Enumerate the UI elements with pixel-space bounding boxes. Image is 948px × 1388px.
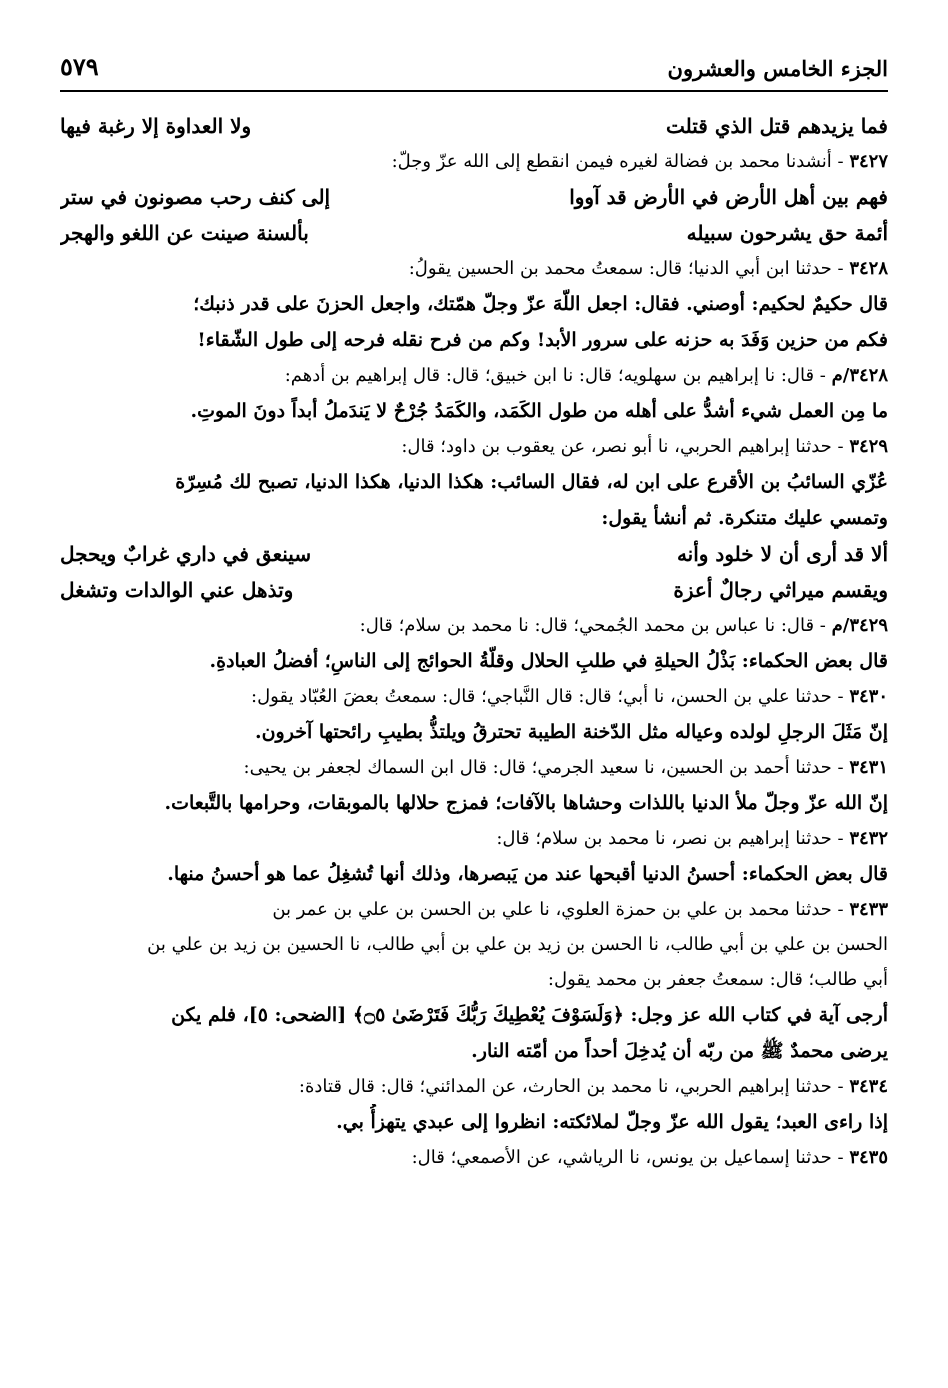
- report-text-line: فكم من حزين وَفَدَ به حزنه على سرور الأبد! وكم من فرح نقله فرحه إلى طول الشّقاء!: [197, 329, 888, 351]
- narration-chain: [60, 358, 888, 393]
- report-number: ٣٤٢٨: [849, 258, 888, 279]
- report-text-line: قال بعض الحكماء: بَذْلُ الحيلةِ في طلبِ الحلال وقلّةُ الحوائج إلى الناسِ؛ أفضلُ العبادةِ.: [209, 650, 888, 672]
- verse-line: [60, 536, 888, 572]
- report-text-line: إنّ الله عزّ وجلّ ملأ الدنيا باللذات وحشاها بالآفات؛ فمزج حلالها بالموبقات، وحرامها بالتَّبعات.: [164, 792, 888, 814]
- page-number: ٥٧٩: [60, 52, 99, 81]
- chain-text: - حدثنا محمد بن علي بن حمزة العلوي، نا علي بن الحسن بن علي بن عمر بن: [272, 899, 850, 920]
- chain-text: - حدثنا إسماعيل بن يونس، نا الرياشي، عن الأصمعي؛ قال:: [411, 1147, 850, 1168]
- narration-chain: [60, 608, 888, 643]
- report-number: ٣٤٣٢: [849, 828, 888, 849]
- narration-chain: [60, 429, 888, 464]
- narration-chain: [60, 144, 888, 179]
- narration-chain: [60, 679, 888, 714]
- chain-text: - حدثنا علي بن الحسن، نا أبي؛ قال: قال النَّباجي؛ قال: سمعتُ بعضَ العُبّاد يقول:: [251, 686, 850, 707]
- verse-line: [60, 572, 888, 608]
- report-number: ٣٤٣٥: [849, 1147, 888, 1168]
- verse-first-hemistich: فهم بين أهل الأرض في الأرض قد آووا: [569, 185, 888, 209]
- report-text-line: قال حكيمٌ لحكيم: أوصني. فقال: اجعل اللّهَ عزّ وجلّ همّتك، واجعل الحزنَ على قدر ذنبك؛: [193, 293, 888, 315]
- page-header: [60, 50, 888, 92]
- narration-chain: [60, 1140, 888, 1175]
- report-text-line: وتمسي عليك متنكرة. ثم أنشأ يقول:: [601, 507, 888, 529]
- report-number: ٣٤٢٩/م: [831, 615, 888, 636]
- report-text-line: قال بعض الحكماء: أحسنُ الدنيا أقبحها عند من يَبصرها، وذلك أنها تُشغِلُ عما هو أحسنُ منها.: [167, 863, 888, 885]
- verse-second-hemistich: ولا العداوة إلا رغبة فيها: [60, 114, 252, 138]
- verse-second-hemistich: وتذهل عني الوالدات وتشغل: [60, 578, 294, 602]
- report-text-line: إنّ مَثَلَ الرجلِ لولده وعياله مثل الدّخنة الطيبة تحترقُ ويلتذُّ بطيبِ رائحتها آخرون.: [254, 721, 888, 743]
- page-body: [60, 108, 888, 1175]
- chain-text: - حدثنا ابن أبي الدنيا؛ قال: سمعتُ محمد بن الحسين يقولُ:: [408, 258, 850, 279]
- report-number: ٣٤٣٠: [849, 686, 888, 707]
- verse-first-hemistich: ألا قد أرى أن لا خلود وأنه: [676, 542, 888, 566]
- narration-chain: [60, 1069, 888, 1104]
- narration-chain: [60, 251, 888, 286]
- report-text-line: أرجى آية في كتاب الله عز وجل: ﴿وَلَسَوْفَ يُعْطِيكَ رَبُّكَ فَتَرْضَىٰ ۝٥﴾ [الضحى: ٥]، فلم يكن: [171, 1004, 888, 1026]
- running-title: الجزء الخامس والعشرون: [667, 56, 888, 81]
- narration-chain: [60, 892, 888, 927]
- report-text-line: يرضى محمدٌ ﷺ من ربّه أن يُدخِلَ أحداً من أمّته النار.: [471, 1040, 888, 1062]
- report-text-line: ما مِن العمل شيء أشدُّ على أهله من طول الكَمَد، والكَمَدُ جُرْحٌ لا يَندَملُ أبداً دونَ الموتِ.: [190, 400, 888, 422]
- report-number: ٣٤٢٧: [849, 151, 888, 172]
- verse-second-hemistich: بألسنة صينت عن اللغو والهجر: [60, 221, 309, 245]
- chain-text: - حدثنا إبراهيم الحربي، نا محمد بن الحارث، عن المدائني؛ قال: قال قتادة:: [298, 1076, 850, 1097]
- report-number: ٣٤٣١: [849, 757, 888, 778]
- report-number: ٣٤٢٨/م: [831, 365, 888, 386]
- verse-line: [60, 108, 888, 144]
- narration-chain: [60, 821, 888, 856]
- chain-text: - حدثنا إبراهيم بن نصر، نا محمد بن سلام؛ قال:: [496, 828, 850, 849]
- chain-continuation-line: أبي طالب؛ قال: سمعتُ جعفر بن محمد يقول:: [547, 969, 888, 990]
- report-number: ٣٤٢٩: [849, 436, 888, 457]
- verse-line: [60, 215, 888, 251]
- chain-text: - أنشدنا محمد بن فضالة لغيره فيمن انقطع إلى الله عزّ وجلّ:: [391, 151, 850, 172]
- verse-second-hemistich: سينعق في داري غرابٌ ويحجل: [60, 542, 312, 566]
- report-text-line: إذا راءى العبد؛ يقول الله عزّ وجلّ لملائكته: انظروا إلى عبدي يتهزأُ بي.: [336, 1111, 888, 1133]
- report-number: ٣٤٣٤: [849, 1076, 888, 1097]
- verse-first-hemistich: ويقسم ميراثي رجالٌ أعزة: [673, 578, 888, 602]
- chain-continuation-line: الحسن بن علي بن أبي طالب، نا الحسن بن زيد بن علي بن أبي طالب، نا الحسين بن زيد بن علي بن: [147, 934, 888, 955]
- chain-text: - حدثنا أحمد بن الحسين، نا سعيد الجرمي؛ قال: قال ابن السماك لجعفر بن يحيى:: [243, 757, 850, 778]
- verse-line: [60, 179, 888, 215]
- verse-second-hemistich: إلى كنف رحب مصونون في ستر: [60, 185, 331, 209]
- verse-first-hemistich: فما يزيدهم قتل الذي قتلت: [666, 114, 888, 138]
- verse-first-hemistich: أئمة حق يشرحون سبيله: [686, 221, 888, 245]
- report-text-line: عُزّي السائبُ بن الأقرع على ابن له، فقال السائب: هكذا الدنيا، هكذا الدنيا، تصبح لك مُسِرّة: [175, 471, 888, 493]
- chain-text: - قال: نا إبراهيم بن سهلويه؛ قال: نا ابن خبيق؛ قال: قال إبراهيم بن أدهم:: [284, 365, 832, 386]
- chain-text: - قال: نا عباس بن محمد الجُمحي؛ قال: نا محمد بن سلام؛ قال:: [359, 615, 832, 636]
- narration-chain: [60, 750, 888, 785]
- chain-text: - حدثنا إبراهيم الحربي، نا أبو نصر، عن يعقوب بن داود؛ قال:: [401, 436, 850, 457]
- report-number: ٣٤٣٣: [849, 899, 888, 920]
